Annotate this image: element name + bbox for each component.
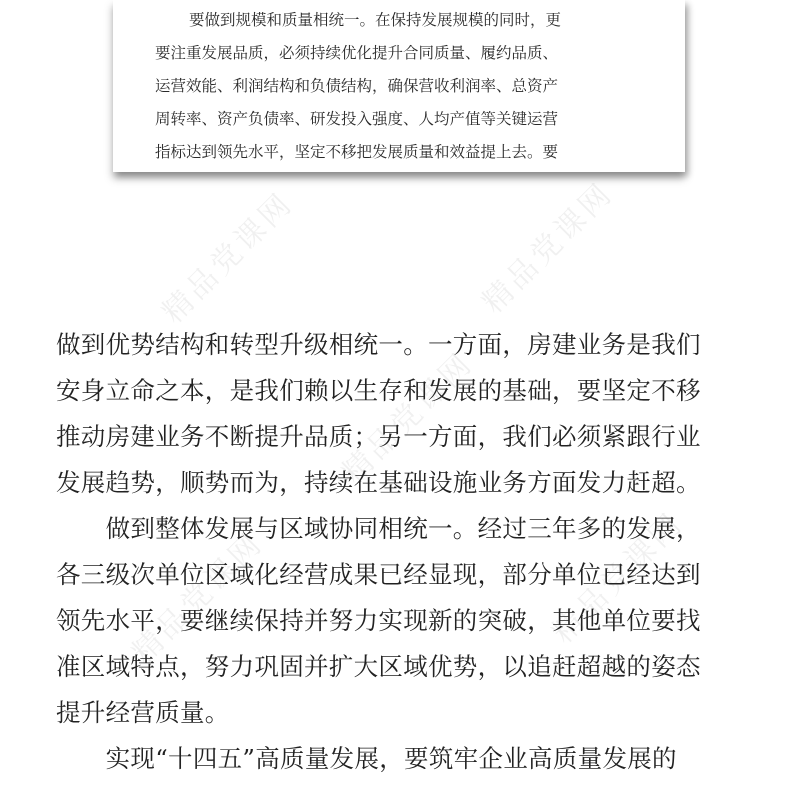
body-line: 领先水平，要继续保持并努力实现新的突破，其他单位要找	[56, 606, 701, 635]
body-line: 发展趋势，顺势而为，持续在基础设施业务方面发力赶超。	[56, 468, 701, 497]
body-line: 做到整体发展与区域协同相统一。经过三年多的发展，	[56, 514, 701, 543]
body-line: 安身立命之本，是我们赖以生存和发展的基础，要坚定不移	[56, 376, 701, 405]
watermark: 精品党课网	[155, 185, 301, 331]
watermark: 精品党课网	[125, 525, 271, 671]
watermark: 精品党课网	[545, 505, 691, 651]
excerpt-line: 指标达到领先水平，坚定不移把发展质量和效益提上去。要	[155, 143, 559, 161]
body-line: 提升经营质量。	[56, 698, 230, 727]
body-line: 实现“十四五”高质量发展，要筑牢企业高质量发展的	[56, 744, 677, 773]
excerpt-line: 要注重发展品质，必须持续优化提升合同质量、履约品质、	[155, 44, 559, 62]
excerpt-line: 运营效能、利润结构和负债结构，确保营收利润率、总资产	[155, 77, 559, 95]
excerpt-card	[113, 0, 685, 172]
excerpt-line: 周转率、资产负债率、研发投入强度、人均产值等关键运营	[155, 110, 559, 128]
watermark: 精品党课网	[475, 175, 621, 321]
body-line: 准区域特点，努力巩固并扩大区域优势，以追赶超越的姿态	[56, 652, 701, 681]
excerpt-line: 要做到规模和质量相统一。在保持发展规模的同时，更	[189, 11, 562, 29]
body-text	[56, 322, 756, 782]
body-line: 做到优势结构和转型升级相统一。一方面，房建业务是我们	[56, 330, 701, 359]
body-line: 推动房建业务不断提升品质；另一方面，我们必须紧跟行业	[56, 422, 701, 451]
body-line: 各三级次单位区域化经营成果已经显现，部分单位已经达到	[56, 560, 701, 589]
watermark: 精品党课网	[335, 345, 481, 491]
